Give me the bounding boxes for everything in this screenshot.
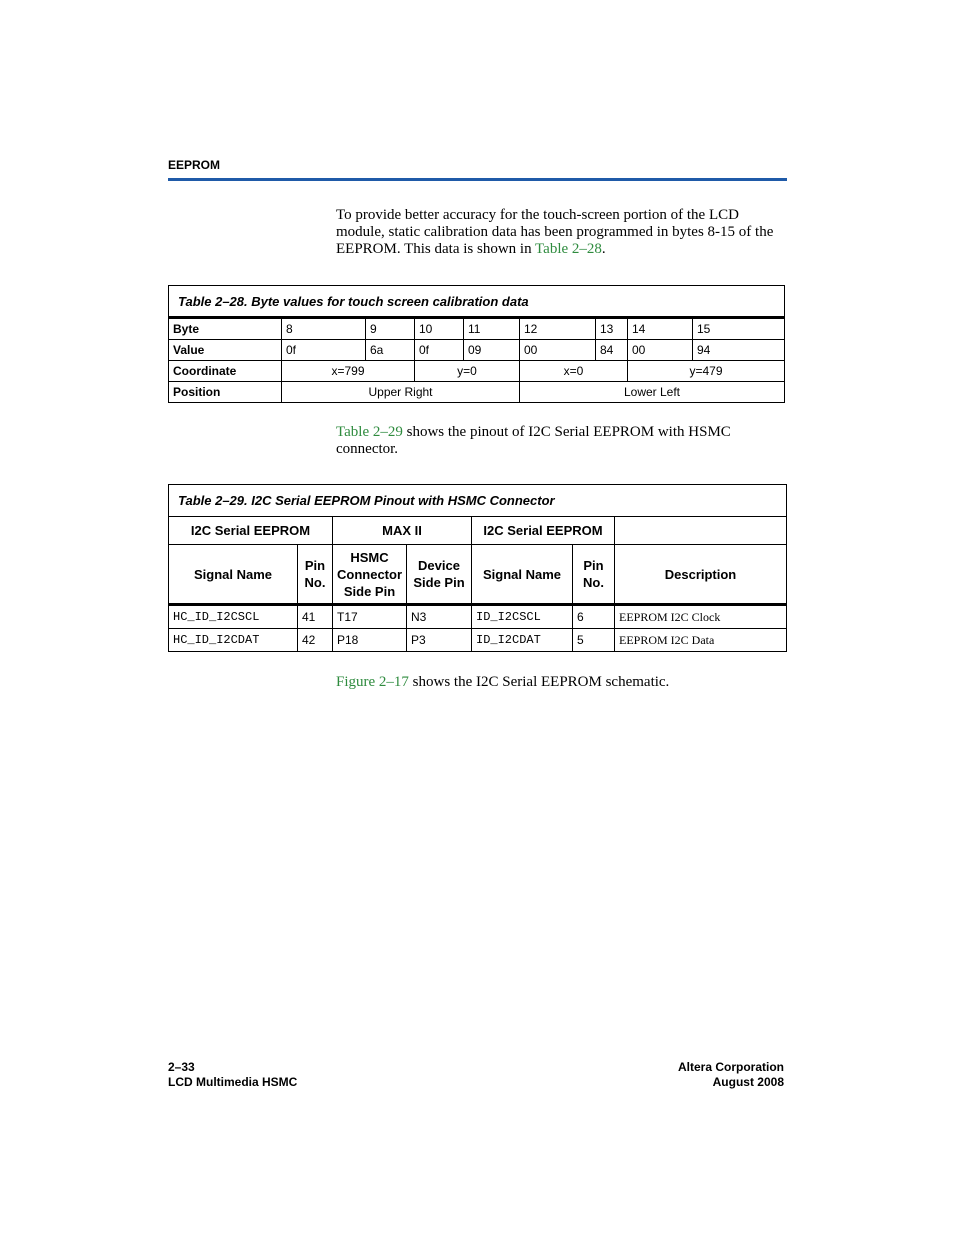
- pinout-table-caption: Table 2–29. I2C Serial EEPROM Pinout with HSMC Connector: [169, 485, 787, 517]
- byte-cell: 12: [520, 318, 596, 340]
- value-cell: 94: [693, 340, 785, 361]
- header-line: Connector: [337, 566, 402, 582]
- table-row: [169, 361, 785, 382]
- header-line: Device: [418, 558, 460, 573]
- table-row: [169, 605, 787, 629]
- signal-cell: HC_ID_I2CDAT: [169, 629, 298, 652]
- coordinate-label: Coordinate: [169, 361, 282, 382]
- signal-cell-2: ID_I2CDAT: [472, 629, 573, 652]
- value-cell: 00: [628, 340, 693, 361]
- pinout-paragraph: [336, 424, 766, 458]
- group-header-eeprom-2: I2C Serial EEPROM: [472, 517, 615, 545]
- value-cell: 84: [596, 340, 628, 361]
- header-rule: [168, 178, 787, 181]
- closing-text: shows the I2C Serial EEPROM schematic.: [408, 674, 670, 690]
- header-line: No.: [304, 575, 326, 590]
- signal-cell: HC_ID_I2CSCL: [169, 605, 298, 629]
- intro-paragraph: [336, 207, 786, 258]
- page-number: 2–33: [168, 1060, 195, 1074]
- column-header-hsmc-pin: [333, 545, 407, 605]
- pin-cell-2: 5: [573, 629, 615, 652]
- device-pin-cell: N3: [407, 605, 472, 629]
- description-cell: EEPROM I2C Clock: [615, 605, 787, 629]
- column-header-signal-name-2: Signal Name: [472, 545, 573, 605]
- calibration-table: [168, 285, 785, 403]
- header-line: Side Pin: [413, 575, 465, 590]
- table-2-28-link[interactable]: Table 2–28: [535, 241, 602, 257]
- column-header-pin-no: [298, 545, 333, 605]
- group-header-eeprom: I2C Serial EEPROM: [169, 517, 333, 545]
- signal-cell-2: ID_I2CSCL: [472, 605, 573, 629]
- column-header-pin-no-2: [573, 545, 615, 605]
- hsmc-pin-cell: P18: [333, 629, 407, 652]
- position-label: Position: [169, 382, 282, 403]
- header-line: Side Pin: [343, 583, 396, 599]
- value-cell: 6a: [366, 340, 415, 361]
- document-title: LCD Multimedia HSMC: [168, 1075, 298, 1089]
- header-line: Pin: [583, 558, 604, 573]
- device-pin-cell: P3: [407, 629, 472, 652]
- group-header-max-ii: MAX II: [333, 517, 472, 545]
- coordinate-cell: y=0: [415, 361, 520, 382]
- position-cell: Lower Left: [520, 382, 785, 403]
- table-row: [169, 340, 785, 361]
- hsmc-pin-cell: T17: [333, 605, 407, 629]
- byte-cell: 8: [282, 318, 366, 340]
- footer-left: [168, 1060, 297, 1090]
- pinout-text: shows the pinout of I2C Serial EEPROM with HSMC connector.: [336, 424, 731, 457]
- value-cell: 00: [520, 340, 596, 361]
- description-cell: EEPROM I2C Data: [615, 629, 787, 652]
- footer-right: [678, 1060, 784, 1090]
- byte-cell: 9: [366, 318, 415, 340]
- group-header-empty: [615, 517, 787, 545]
- pin-cell: 42: [298, 629, 333, 652]
- pin-cell-2: 6: [573, 605, 615, 629]
- column-header-description: Description: [615, 545, 787, 605]
- intro-period: .: [601, 241, 606, 257]
- header-line: No.: [583, 575, 604, 590]
- byte-label: Byte: [169, 318, 282, 340]
- byte-cell: 15: [693, 318, 785, 340]
- header-line: HSMC: [350, 549, 389, 565]
- coordinate-cell: x=799: [282, 361, 415, 382]
- byte-cell: 11: [464, 318, 520, 340]
- value-cell: 09: [464, 340, 520, 361]
- byte-cell: 10: [415, 318, 464, 340]
- publication-date: August 2008: [712, 1075, 784, 1089]
- pin-cell: 41: [298, 605, 333, 629]
- column-header-device-pin: [407, 545, 472, 605]
- column-header-signal-name: Signal Name: [169, 545, 298, 605]
- table-row: [169, 318, 785, 340]
- coordinate-cell: y=479: [628, 361, 785, 382]
- intro-text: To provide better accuracy for the touch-screen portion of the LCD module, static calibration data has been programmed in bytes 8-15 of the EEPROM. This data is shown in: [336, 207, 774, 257]
- figure-2-17-link[interactable]: Figure 2–17: [336, 674, 409, 690]
- table-2-29-link[interactable]: Table 2–29: [336, 424, 403, 440]
- section-header: EEPROM: [168, 158, 221, 172]
- byte-cell: 13: [596, 318, 628, 340]
- value-cell: 0f: [415, 340, 464, 361]
- pinout-table: [168, 484, 787, 652]
- coordinate-cell: x=0: [520, 361, 628, 382]
- closing-paragraph: [336, 674, 786, 691]
- company-name: Altera Corporation: [677, 1060, 784, 1074]
- byte-cell: 14: [628, 318, 693, 340]
- value-label: Value: [169, 340, 282, 361]
- header-line: Pin: [304, 558, 326, 573]
- value-cell: 0f: [282, 340, 366, 361]
- table-row: [169, 382, 785, 403]
- calibration-table-caption: Table 2–28. Byte values for touch screen calibration data: [169, 286, 785, 318]
- position-cell: Upper Right: [282, 382, 520, 403]
- table-row: [169, 629, 787, 652]
